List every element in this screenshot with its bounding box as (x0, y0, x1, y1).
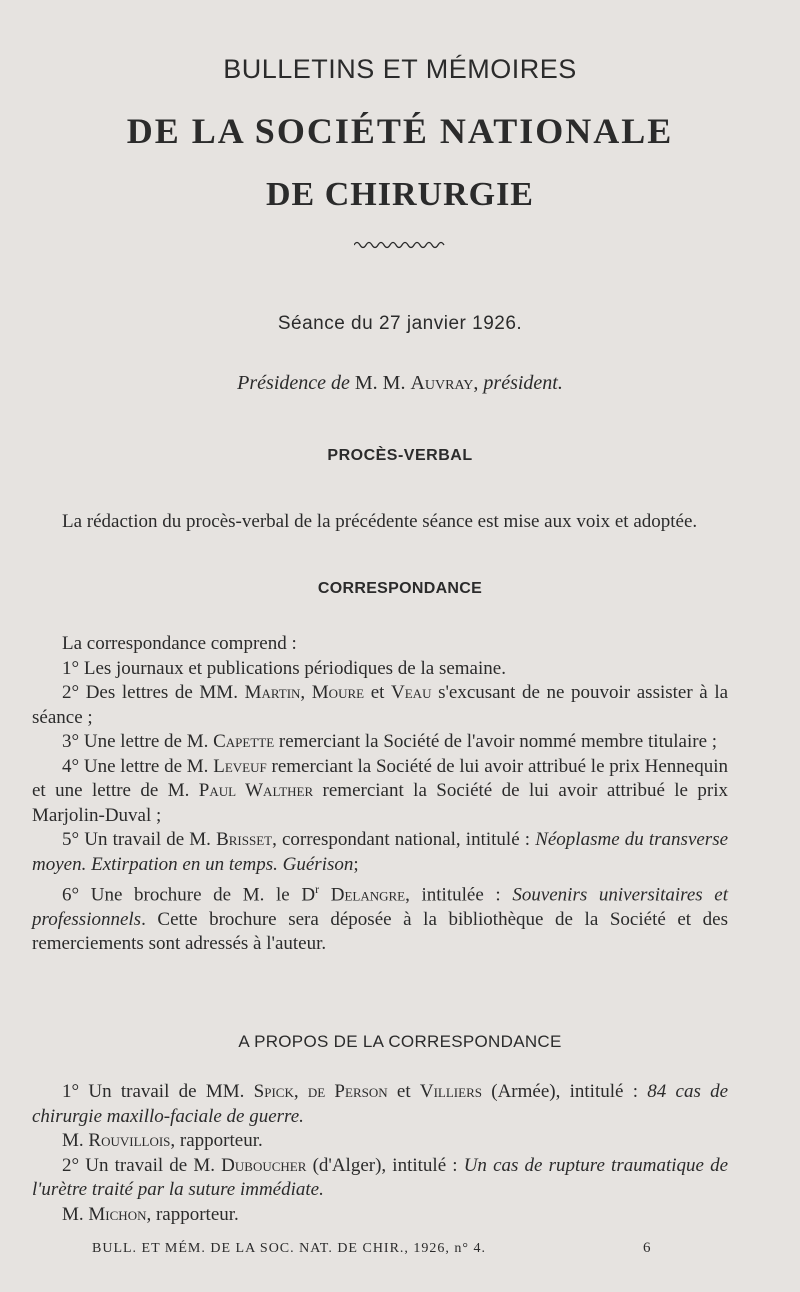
journal-title-line-2: DE LA SOCIÉTÉ NATIONALE (126, 111, 674, 151)
a-propos-item-2: 2° Un travail de M. Duboucher (d'Alger), intitulé : Un cas de rupture traumatique de l'urètre traité par la suture immédiate. (32, 1154, 729, 1200)
a-propos-item-1: 1° Un travail de MM. Spick, de Person et Villiers (Armée), intitulé : 84 cas de chirurgie maxillo-faciale de guerre. (32, 1081, 729, 1127)
session-date: Séance du 27 janvier 1926. (277, 313, 523, 334)
correspondance-item-5: 5° Un travail de M. Brisset, correspondant national, intitulé : Néoplasme du transverse moyen. Extirpation en un temps. Guérison; (32, 829, 729, 875)
correspondance-item-2: 2° Des lettres de MM. Martin, Moure et Veau s'excusant de ne pouvoir assister à la séance ; (32, 682, 729, 728)
presidency-line: Présidence de M. M. Auvray, président. (237, 372, 563, 394)
a-propos-rapporteur-1: M. Rouvillois, rapporteur. (62, 1130, 263, 1151)
proces-verbal-text-block (32, 510, 728, 535)
page-number: 6 (643, 1240, 651, 1256)
presidency-name-prefix: M. M. (354, 372, 406, 394)
correspondance-text-block (32, 632, 728, 957)
presidency-suffix: président. (483, 372, 563, 394)
a-propos-text-block (32, 1080, 728, 1227)
a-propos-rapporteur-2: M. Michon, rapporteur. (62, 1203, 239, 1225)
correspondance-item-3: 3° Une lettre de M. Capette remerciant la Société de l'avoir nommé membre titulaire ; (62, 731, 718, 752)
correspondance-item-6: 6° Une brochure de M. le $D^r$ Delangre, intitulée : Souvenirs universitaires et professionnels. Cette brochure sera déposée à la bibliothèque de la Société et des remerciements sont adressés à l'auteur. (32, 882, 729, 955)
a-propos-heading: A PROPOS DE LA CORRESPONDANCE (238, 1032, 562, 1051)
correspondance-item-4: 4° Une lettre de M. Leveuf remerciant la Société de lui avoir attribué le prix Hennequin et une lettre de M. Paul Walther remerciant la Société de lui avoir attribué le prix Marjolin-Duval ; (32, 755, 729, 826)
journal-title-line-3: DE CHIRURGIE (266, 176, 534, 213)
wavy-rule-icon (354, 239, 446, 251)
president-name: Auvray (410, 372, 474, 394)
ornament-divider (0, 238, 800, 256)
running-footer: BULL. ET MÉM. DE LA SOC. NAT. DE CHIR., 1926, n° 4. (92, 1241, 487, 1256)
journal-title-line-1: BULLETINS ET MÉMOIRES (223, 54, 577, 84)
correspondance-heading: CORRESPONDANCE (317, 580, 483, 597)
correspondance-item-1: 1° Les journaux et publications périodiques de la semaine. (62, 657, 506, 679)
presidency-prefix: Présidence de (237, 372, 350, 394)
proces-verbal-paragraph: La rédaction du procès-verbal de la précédente séance est mise aux voix et adoptée. (62, 511, 698, 532)
correspondance-intro: La correspondance comprend : (62, 633, 297, 654)
proces-verbal-heading: PROCÈS-VERBAL (327, 447, 473, 464)
